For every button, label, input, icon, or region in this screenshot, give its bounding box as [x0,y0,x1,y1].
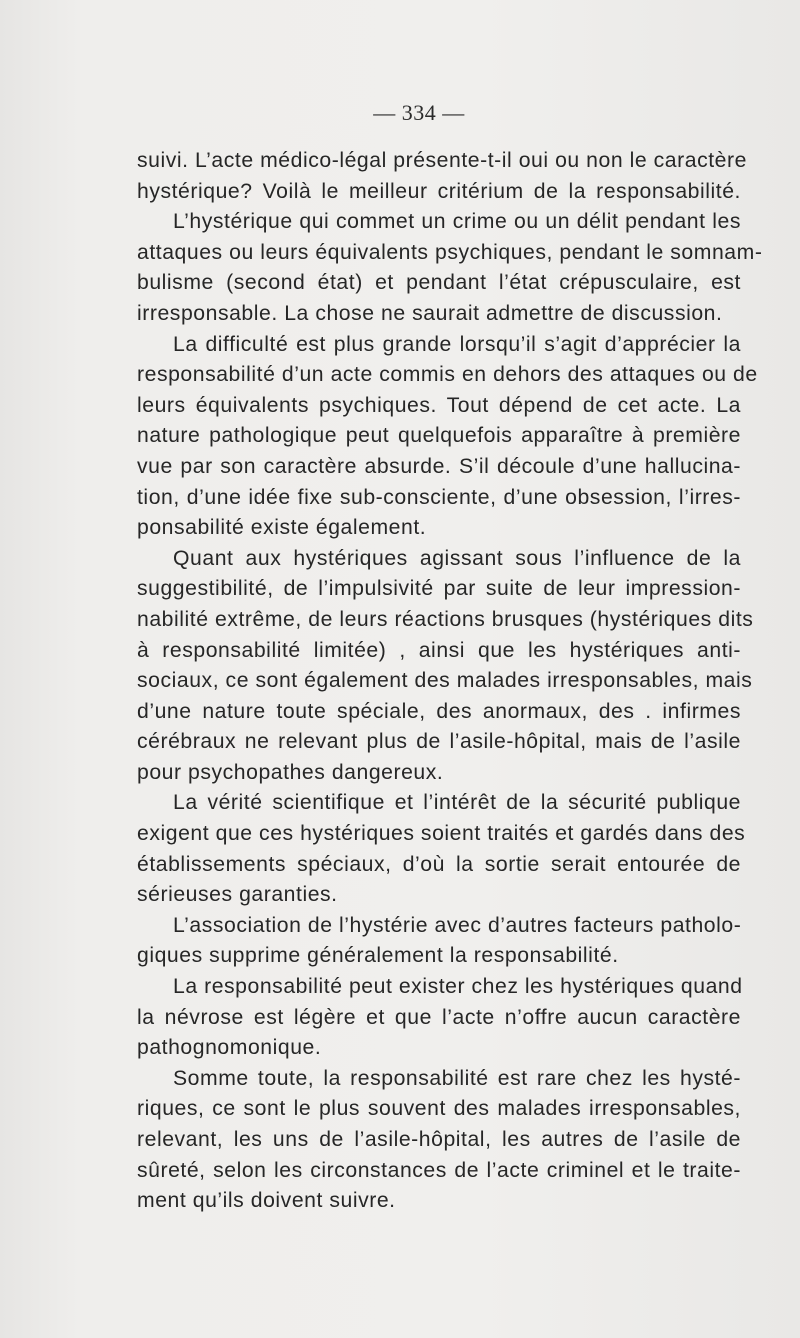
text-line: La responsabilité peut exister chez les hystériques quand [173,975,743,999]
text-line: ponsabilité existe également. [137,516,427,540]
text-line: hystérique? Voilà le meilleur critérium de la responsabilité. [137,179,741,203]
text-line: tion, d’une idée fixe sub-consciente, d’une obsession, l’irres- [137,485,741,509]
text-line: pathognomonique. [137,1036,322,1060]
text-line: d’une nature toute spéciale, des anormaux, des . infirmes [137,699,741,723]
text-line: L’association de l’hystérie avec d’autres facteurs patholo- [173,913,742,937]
text-line: exigent que ces hystériques soient traités et gardés dans des [137,822,746,846]
text-line: suggestibilité, de l’impulsivité par suite de leur impression- [137,577,741,601]
text-line: sûreté, selon les circonstances de l’acte criminel et le traite- [137,1158,741,1182]
text-line: relevant, les uns de l’asile-hôpital, les autres de l’asile de [137,1128,741,1151]
body-text [137,146,763,1217]
text-line: La difficulté est plus grande lorsqu’il s’agit d’apprécier la [173,332,741,356]
text-line: sérieuses garanties. [137,883,338,907]
text-line: ment qu’ils doivent suivre. [137,1189,396,1213]
text-line: responsabilité d’un acte commis en dehors des attaques ou de [137,363,758,387]
text-line: la névrose est légère et que l’acte n’offre aucun caractère [137,1005,741,1029]
text-line: établissements spéciaux, d’où la sortie serait entourée de [137,852,741,876]
text-line: bulisme (second état) et pendant l’état crépusculaire, est [137,271,741,295]
text-line: giques supprime généralement la responsabilité. [137,944,619,968]
page-number: — 334 — [373,100,465,125]
text-line: nature pathologique peut quelquefois apparaître à première [137,424,741,448]
text-line: irresponsable. La chose ne saurait admettre de discussion. [137,301,723,325]
text-line: Quant aux hystériques agissant sous l’influence de la [173,546,741,570]
text-line: suivi. L’acte médico-légal présente-t-il oui ou non le caractère [137,149,747,172]
text-line: Somme toute, la responsabilité est rare chez les hysté- [173,1066,741,1090]
text-line: La vérité scientifique et l’intérêt de la sécurité publique [173,791,741,815]
text-line: cérébraux ne relevant plus de l’asile-hôpital, mais de l’asile [137,730,741,754]
text-line: leurs équivalents psychiques. Tout dépend de cet acte. La [137,393,741,417]
text-line: sociaux, ce sont également des malades irresponsables, mais [137,669,753,693]
text-line: L’hystérique qui commet un crime ou un délit pendant les [173,210,741,234]
text-line: à responsabilité limitée) , ainsi que les hystériques anti- [137,638,741,662]
text-line: pour psychopathes dangereux. [137,760,444,784]
text-line: riques, ce sont le plus souvent des malades irresponsables, [137,1097,741,1121]
text-line: attaques ou leurs équivalents psychiques, pendant le somnam- [137,240,763,264]
text-line: vue par son caractère absurde. S’il découle d’une hallucina- [137,454,741,478]
text-line: nabilité extrême, de leurs réactions brusques (hystériques dits [137,607,754,631]
